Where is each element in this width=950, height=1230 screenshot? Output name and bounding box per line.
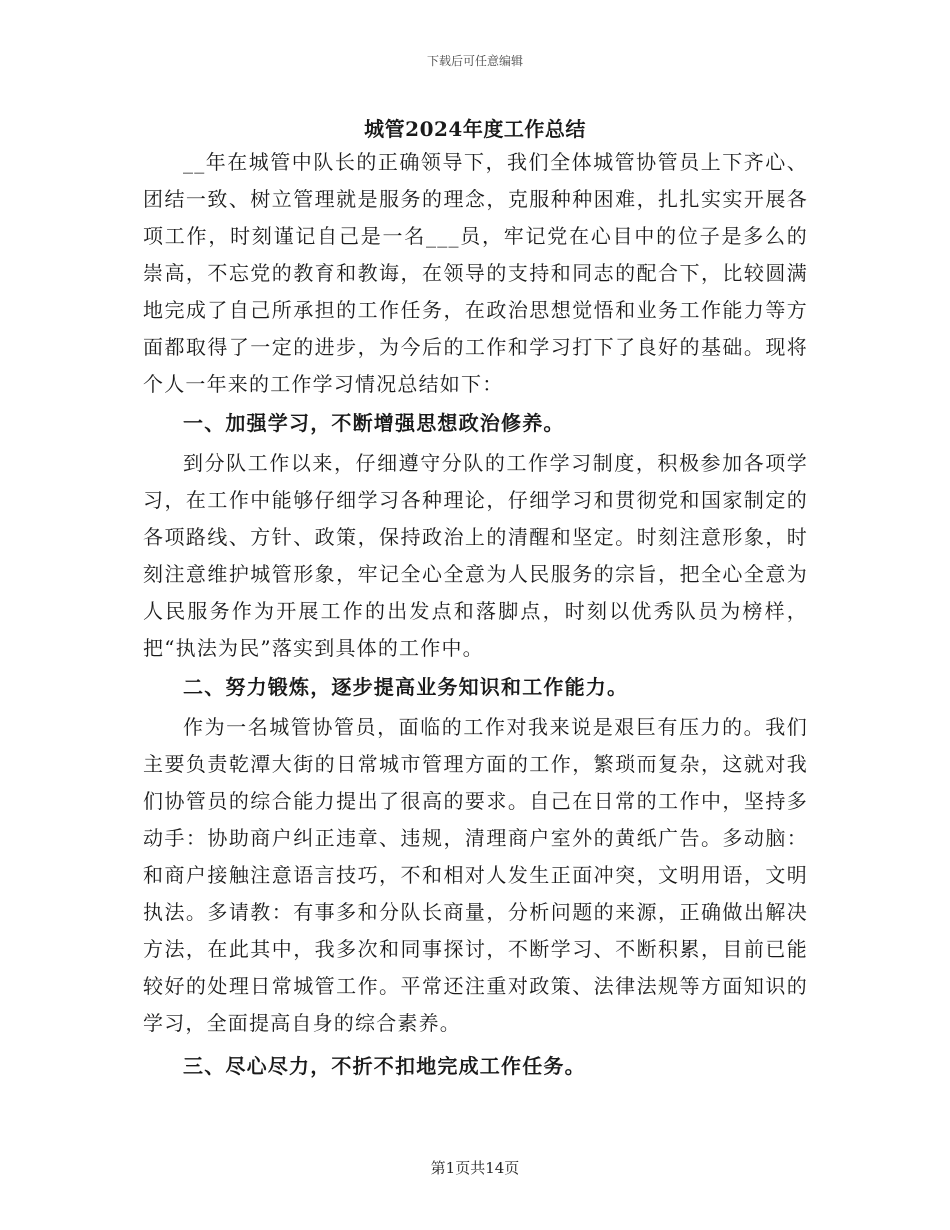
document-title: 城管2024年度工作总结 [364, 117, 586, 141]
page-number: 第1页共14页 [430, 1159, 520, 1177]
section-heading-2: 二、努力锻炼，逐步提高业务知识和工作能力。 [183, 675, 629, 699]
paragraph-intro: __年在城管中队长的正确领导下，我们全体城管协管员上下齐心、团结一致、树立管理就是服务的理念，克服种种困难，扎扎实实开展各项工作，时刻谨记自己是一名___员，牢记党在心目中的位子是多么的崇高，不忘党的教育和教诲，在领导的支持和同志的配合下，比较圆满地完成了自己所承担的工作任务，在政治思想觉悟和业务工作能力等方面都取得了一定的进步，为今后的工作和学习打下了良好的基础。现将个人一年来的工作学习情况总结如下： [143, 150, 808, 396]
section-heading-3: 三、尽心尽力，不折不扣地完成工作任务。 [183, 1054, 586, 1078]
paragraph-section-1: 到分队工作以来，仔细遵守分队的工作学习制度，积极参加各项学习，在工作中能够仔细学习各种理论，仔细学习和贯彻党和国家制定的各项路线、方针、政策，保持政治上的清醒和坚定。时刻注意形象，时刻注意维护城管形象，牢记全心全意为人民服务的宗旨，把全心全意为人民服务作为开展工作的出发点和落脚点，时刻以优秀队员为榜样，把“执法为民”落实到具体的工作中。 [143, 451, 808, 660]
document-body [143, 144, 808, 1085]
section-heading-1: 一、加强学习，不断增强思想政治修养。 [183, 411, 565, 435]
header-note: 下载后可任意编辑 [426, 54, 523, 68]
paragraph-section-2: 作为一名城管协管员，面临的工作对我来说是艰巨有压力的。我们主要负责乾潭大街的日常城市管理方面的工作，繁琐而复杂，这就对我们协管员的综合能力提出了很高的要求。自己在日常的工作中，坚持多动手：协助商户纠正违章、违规，清理商户室外的黄纸广告。多动脑：和商户接触注意语言技巧，不和相对人发生正面冲突，文明用语，文明执法。多请教：有事多和分队长商量，分析问题的来源，正确做出解决方法，在此其中，我多次和同事探讨，不断学习、不断积累，目前已能较好的处理日常城管工作。平常还注重对政策、法律法规等方面知识的学习，全面提高自身的综合素养。 [143, 715, 808, 1035]
